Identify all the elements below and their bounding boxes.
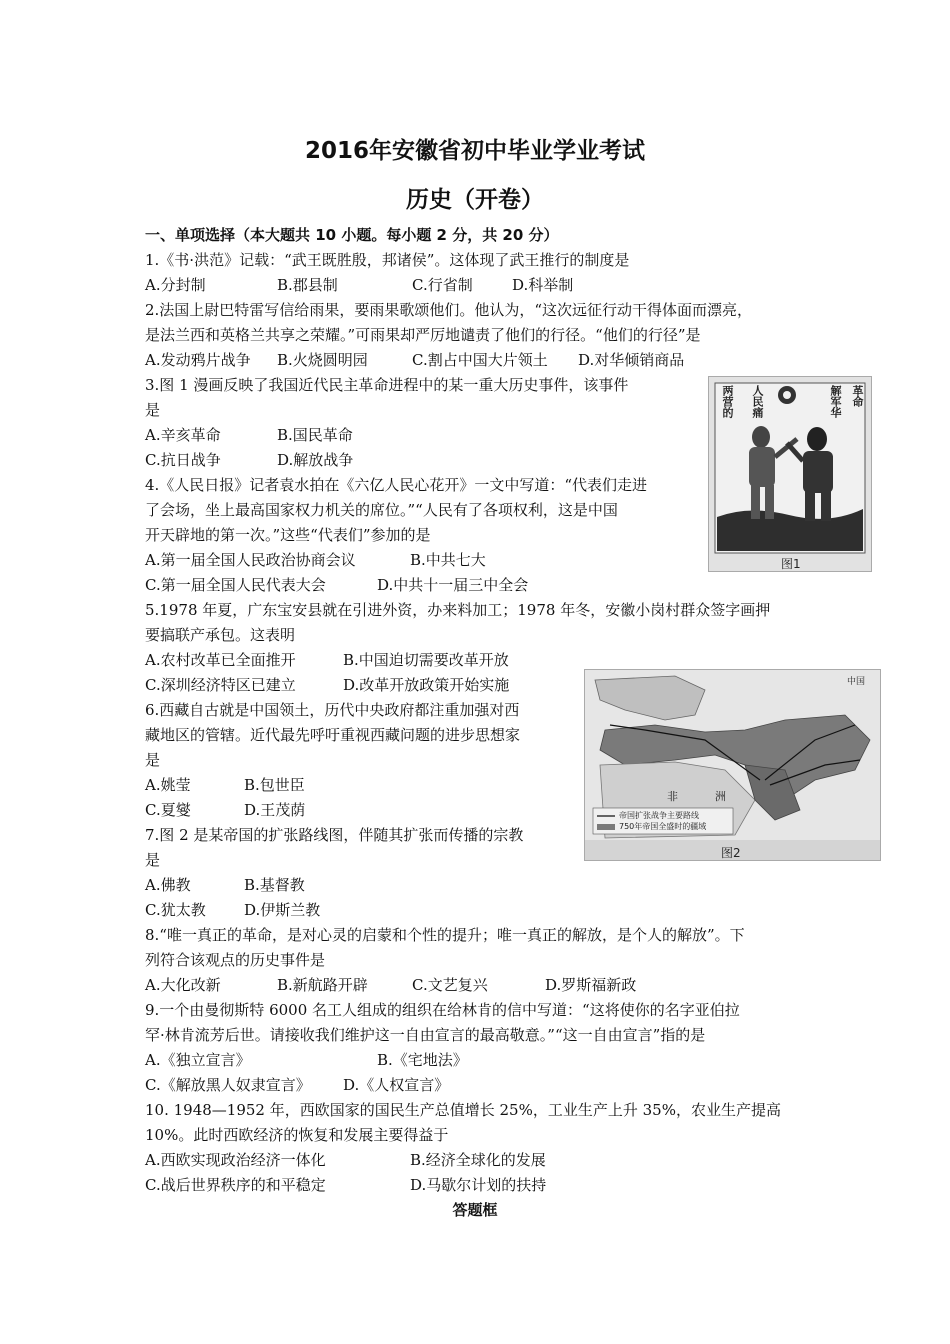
question-10-stem: 10%。此时西欧经济的恢复和发展主要得益于 [145, 1126, 449, 1144]
q8-option-b: B.新航路开辟 [277, 976, 368, 994]
question-9-stem: 罕·林肯流芳后世。请接收我们维护这一自由宣言的最高敬意。”“这一自由宣言”指的是 [145, 1026, 706, 1044]
question-10-stem: 10. 1948—1952 年，西欧国家的国民生产总值增长 25%，工业生产上升 35%，农业生产提高 [145, 1101, 781, 1119]
q3-option-b: B.国民革命 [277, 426, 353, 444]
q4-option-c: C.第一届全国人民代表大会 [145, 576, 326, 594]
q1-option-c: C.行省制 [412, 276, 473, 294]
q3-option-d: D.解放战争 [277, 451, 354, 469]
q8-option-a: A.大化改新 [145, 976, 221, 994]
q5-option-c: C.深圳经济特区已建立 [145, 676, 296, 694]
question-5-stem: 要搞联产承包。这表明 [145, 626, 296, 644]
q9-option-c: C.《解放黑人奴隶宣言》 [145, 1076, 311, 1094]
q7-option-b: B.基督教 [244, 876, 305, 894]
page-title: 2016年安徽省初中毕业学业考试 [304, 138, 645, 164]
map-label-china: 中国 [847, 677, 866, 687]
q10-option-c: C.战后世界秩序的和平稳定 [145, 1176, 326, 1194]
q3-option-c: C.抗日战争 [145, 451, 221, 469]
cartoon-banner-mid: 人民痛 [751, 385, 764, 418]
figure-2-caption: 图2 [721, 846, 741, 860]
question-6-stem: 是 [145, 751, 161, 769]
q6-option-b: B.包世臣 [244, 776, 305, 794]
q9-option-a: A.《独立宣言》 [145, 1051, 251, 1069]
question-8-stem: 8.“唯一真正的革命，是对心灵的启蒙和个性的提升；唯一真正的解放，是个人的解放”。下 [145, 926, 745, 944]
q9-option-d: D.《人权宣言》 [343, 1076, 450, 1094]
question-4-stem: 4.《人民日报》记者袁水拍在《六亿人民心花开》一文中写道：“代表们走进 [145, 476, 647, 494]
map-legend-territory: 750年帝国全盛时的疆域 [619, 822, 707, 831]
q8-option-c: C.文艺复兴 [412, 976, 488, 994]
q9-option-b: B.《宅地法》 [377, 1051, 468, 1069]
q1-option-b: B.郡县制 [277, 276, 338, 294]
q2-option-d: D.对华倾销商品 [578, 351, 685, 369]
q2-option-c: C.割占中国大片领土 [412, 351, 548, 369]
question-9-stem: 9.一个由曼彻斯特 6000 名工人组成的组织在给林肯的信中写道：“这将使你的名字亚伯拉 [145, 1001, 740, 1019]
question-6-stem: 6.西藏自古就是中国领土，历代中央政府都注重加强对西 [145, 701, 520, 719]
question-6-stem: 藏地区的管辖。近代最先呼吁重视西藏问题的进步思想家 [145, 726, 521, 744]
figure-2-map [584, 669, 881, 861]
cartoon-banner-far: 革命 [851, 385, 864, 407]
page-subtitle: 历史（开卷） [406, 187, 544, 213]
q2-option-b: B.火烧圆明园 [277, 351, 368, 369]
question-2-stem: 2.法国上尉巴特雷写信给雨果，要雨果歌颂他们。他认为，“这次远征行动干得体面而漂亮， [145, 301, 752, 319]
q7-option-c: C.犹太教 [145, 901, 206, 919]
question-5-stem: 5.1978 年夏，广东宝安县就在引进外资，办来料加工；1978 年冬，安徽小岗村群众签字画押 [145, 601, 771, 619]
q6-option-c: C.夏燮 [145, 801, 191, 819]
q7-option-a: A.佛教 [145, 876, 191, 894]
q10-option-b: B.经济全球化的发展 [410, 1151, 546, 1169]
question-4-stem: 了会场，坐上最高国家权力机关的席位。”“人民有了各项权利，这是中国 [145, 501, 618, 519]
q5-option-d: D.改革开放政策开始实施 [343, 676, 510, 694]
q1-option-a: A.分封制 [145, 276, 206, 294]
q7-option-d: D.伊斯兰教 [244, 901, 321, 919]
q3-option-a: A.辛亥革命 [145, 426, 221, 444]
q1-option-d: D.科举制 [512, 276, 574, 294]
question-7-stem: 7.图 2 是某帝国的扩张路线图，伴随其扩张而传播的宗教 [145, 826, 524, 844]
question-4-stem: 开天辟地的第一次。”这些“代表们”参加的是 [145, 526, 431, 544]
map-label-africa-1: 非 [667, 790, 678, 803]
question-7-stem: 是 [145, 851, 161, 869]
cartoon-banner-left: 两营的 [721, 385, 734, 418]
q2-option-a: A.发动鸦片战争 [145, 351, 251, 369]
q6-option-a: A.姚莹 [145, 776, 191, 794]
question-3-stem: 是 [145, 401, 161, 419]
q10-option-a: A.西欧实现政治经济一体化 [145, 1151, 326, 1169]
q4-option-d: D.中共十一届三中全会 [377, 576, 529, 594]
q5-option-b: B.中国迫切需要改革开放 [343, 651, 509, 669]
answer-box-label: 答题框 [452, 1201, 498, 1219]
question-8-stem: 列符合该观点的历史事件是 [145, 951, 326, 969]
figure-1-caption: 图1 [781, 557, 801, 571]
question-3-stem: 3.图 1 漫画反映了我国近代民主革命进程中的某一重大历史事件，该事件 [145, 376, 629, 394]
q4-option-b: B.中共七大 [410, 551, 486, 569]
section-heading: 一、单项选择（本大题共 10 小题。每小题 2 分，共 20 分） [145, 226, 559, 244]
map-legend-routes: 帝国扩张战争主要路线 [619, 811, 699, 820]
q5-option-a: A.农村改革已全面推开 [145, 651, 296, 669]
q8-option-d: D.罗斯福新政 [545, 976, 637, 994]
q6-option-d: D.王茂荫 [244, 801, 306, 819]
question-2-stem: 是法兰西和英格兰共享之荣耀。”可雨果却严厉地谴责了他们的行径。“他们的行径”是 [145, 326, 701, 344]
cartoon-banner-right: 解军华 [829, 385, 842, 418]
q10-option-d: D.马歇尔计划的扶持 [410, 1176, 547, 1194]
q4-option-a: A.第一届全国人民政治协商会议 [145, 551, 356, 569]
map-label-africa-2: 洲 [715, 790, 726, 803]
figure-1-cartoon [708, 376, 872, 572]
question-1-stem: 1.《书·洪范》记载：“武王既胜殷，邦诸侯”。这体现了武王推行的制度是 [145, 251, 630, 269]
